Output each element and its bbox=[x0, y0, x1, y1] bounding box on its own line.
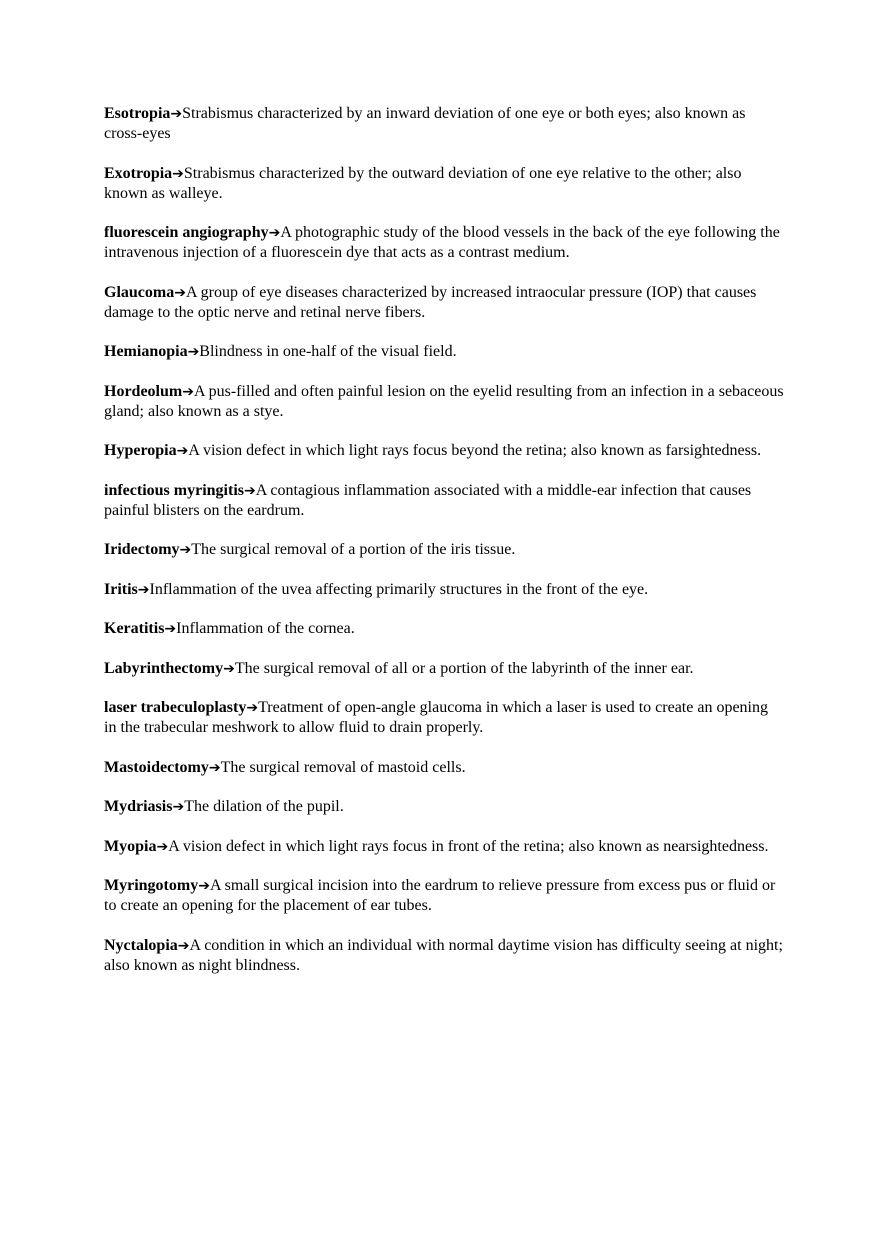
glossary-entry bbox=[104, 876, 784, 916]
term: Hordeolum bbox=[104, 382, 183, 400]
arrow-icon: ➔ bbox=[246, 700, 259, 716]
arrow-icon: ➔ bbox=[177, 937, 190, 954]
term: Exotropia bbox=[104, 164, 173, 182]
glossary-entry bbox=[104, 758, 784, 778]
definition: The surgical removal of mastoid cells. bbox=[220, 758, 466, 776]
term: Iritis bbox=[104, 580, 138, 598]
glossary-entry bbox=[104, 580, 784, 600]
arrow-icon: ➔ bbox=[182, 383, 194, 400]
definition: Inflammation of the cornea. bbox=[176, 620, 355, 637]
glossary-entry bbox=[104, 382, 784, 422]
term: Hemianopia bbox=[104, 343, 188, 360]
term: Myringotomy bbox=[104, 877, 199, 894]
arrow-icon: ➔ bbox=[172, 165, 184, 182]
term: Glaucoma bbox=[104, 283, 175, 301]
definition: Inflammation of the uvea affecting primarily structures in the front of the eye. bbox=[149, 580, 649, 598]
glossary-entry bbox=[104, 283, 784, 323]
arrow-icon: ➔ bbox=[223, 660, 235, 677]
definition: A contagious inflammation associated with a middle-ear infection that causes painful blisters on the eardrum. bbox=[104, 481, 752, 519]
glossary-entry bbox=[104, 481, 784, 521]
arrow-icon: ➔ bbox=[244, 482, 256, 499]
arrow-icon: ➔ bbox=[187, 344, 200, 360]
definition: A pus-filled and often painful lesion on the eyelid resulting from an infection in a sebaceous gland; also known as a stye. bbox=[104, 382, 784, 420]
definition: The surgical removal of a portion of the iris tissue. bbox=[191, 541, 516, 558]
glossary-entry bbox=[104, 936, 784, 976]
term: laser trabeculoplasty bbox=[104, 699, 247, 716]
term: Keratitis bbox=[104, 620, 165, 637]
arrow-icon: ➔ bbox=[179, 542, 192, 558]
definition: Strabismus characterized by an inward deviation of one eye or both eyes; also known as cross-eyes bbox=[104, 105, 746, 142]
arrow-icon: ➔ bbox=[137, 581, 150, 598]
definition: The dilation of the pupil. bbox=[184, 798, 344, 815]
definition: A condition in which an individual with normal daytime vision has difficulty seeing at night; also known as night blindness. bbox=[104, 936, 783, 974]
term: Nyctalopia bbox=[104, 936, 178, 954]
arrow-icon: ➔ bbox=[268, 225, 281, 241]
glossary-entry bbox=[104, 797, 784, 817]
term: Mydriasis bbox=[104, 798, 173, 815]
glossary-entry bbox=[104, 223, 784, 263]
definition: Strabismus characterized by the outward deviation of one eye relative to the other; also known as walleye. bbox=[104, 164, 742, 202]
term: fluorescein angiography bbox=[104, 224, 269, 241]
term: infectious myringitis bbox=[104, 481, 244, 499]
arrow-icon: ➔ bbox=[164, 621, 177, 637]
term: Mastoidectomy bbox=[104, 758, 209, 776]
glossary-entry bbox=[104, 837, 784, 857]
glossary-page bbox=[104, 104, 784, 995]
glossary-entry bbox=[104, 164, 784, 204]
glossary-entry bbox=[104, 441, 784, 461]
glossary-entry bbox=[104, 540, 784, 560]
term: Esotropia bbox=[104, 105, 171, 122]
arrow-icon: ➔ bbox=[172, 799, 185, 815]
glossary-entry bbox=[104, 619, 784, 639]
definition: A vision defect in which light rays focus beyond the retina; also known as farsightedness. bbox=[188, 442, 762, 459]
glossary-entry bbox=[104, 104, 784, 144]
definition: A vision defect in which light rays focus in front of the retina; also known as nearsightedness. bbox=[168, 837, 769, 855]
term: Labyrinthectomy bbox=[104, 659, 224, 677]
definition: The surgical removal of all or a portion of the labyrinth of the inner ear. bbox=[234, 659, 694, 677]
glossary-entry bbox=[104, 342, 784, 362]
term: Iridectomy bbox=[104, 541, 180, 558]
arrow-icon: ➔ bbox=[176, 443, 189, 459]
definition: A small surgical incision into the eardrum to relieve pressure from excess pus or fluid or to create an opening for the placement of ear tubes. bbox=[104, 877, 776, 914]
glossary-entry bbox=[104, 698, 784, 738]
definition: Blindness in one-half of the visual field. bbox=[199, 343, 457, 360]
term: Myopia bbox=[104, 837, 157, 855]
term: Hyperopia bbox=[104, 442, 177, 459]
arrow-icon: ➔ bbox=[198, 878, 210, 894]
arrow-icon: ➔ bbox=[156, 838, 169, 855]
arrow-icon: ➔ bbox=[208, 759, 221, 776]
definition: Treatment of open-angle glaucoma in which a laser is used to create an opening in the trabecular meshwork to allow fluid to drain properly. bbox=[104, 699, 768, 736]
definition: A photographic study of the blood vessels in the back of the eye following the intravenous injection of a fluorescein dye that acts as a contrast medium. bbox=[104, 224, 780, 261]
definition: A group of eye diseases characterized by increased intraocular pressure (IOP) that causes damage to the optic nerve and retinal nerve fibers. bbox=[104, 283, 757, 321]
glossary-entry bbox=[104, 659, 784, 679]
arrow-icon: ➔ bbox=[174, 284, 186, 301]
arrow-icon: ➔ bbox=[170, 106, 183, 122]
